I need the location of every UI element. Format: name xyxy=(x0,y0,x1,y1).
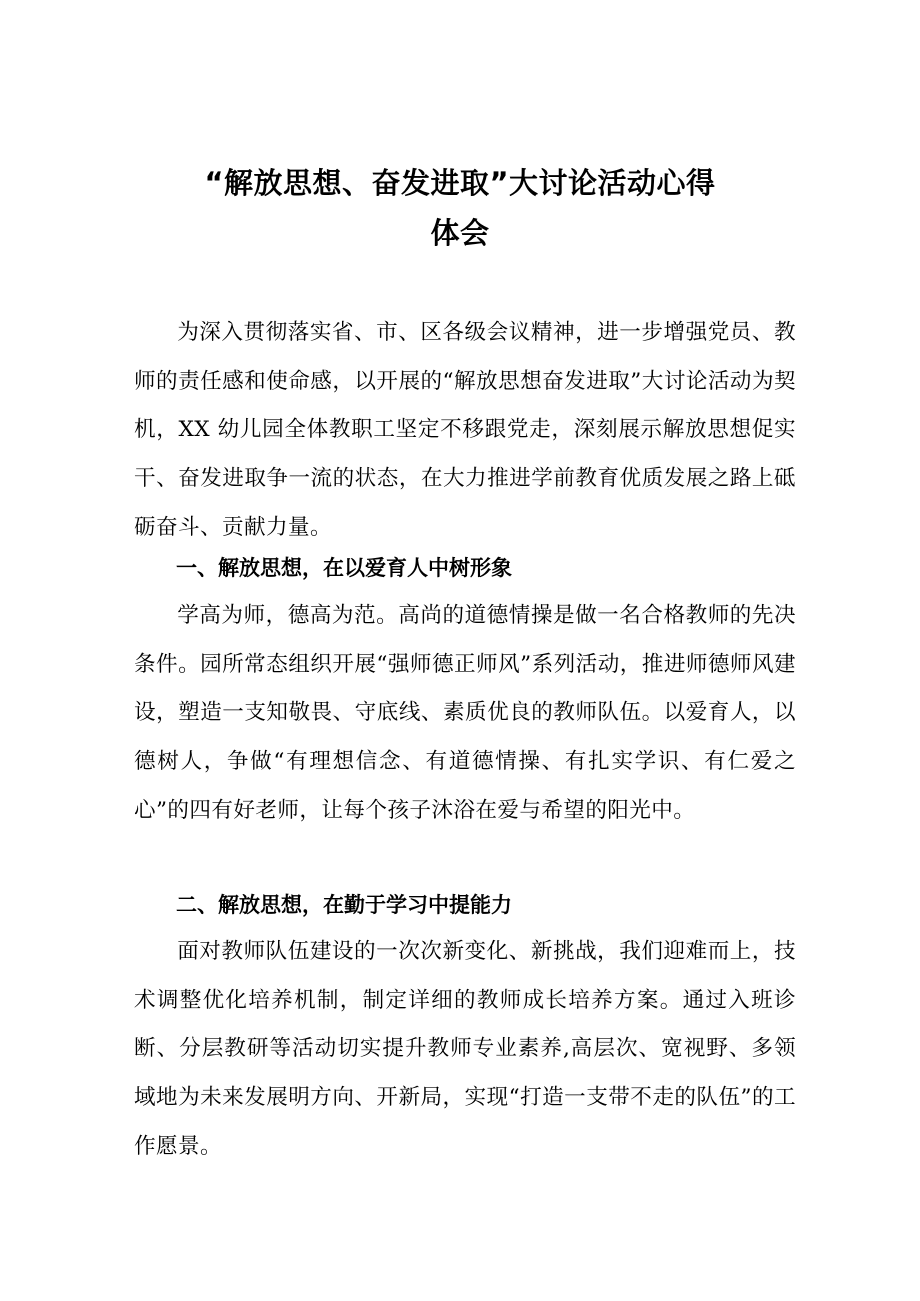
section-1-paragraph: 学高为师，德高为范。高尚的道德情操是做一名合格教师的先决条件。园所常态组织开展“强师德正师风”系列活动，推进师德师风建设，塑造一支知敬畏、守底线、素质优良的教师队伍。以爱育人，以德树人，争做“有理想信念、有道德情操、有扎实学识、有仁爱之心”的四有好老师，让每个孩子沐浴在爱与希望的阳光中。 xyxy=(134,603,796,823)
document-title-line-1: “解放思想、奋发进取”大讨论活动心得 xyxy=(204,166,716,200)
section-2-heading: 二、解放思想，在勤于学习中提能力 xyxy=(176,893,512,917)
section-1-heading: 一、解放思想，在以爱育人中树形象 xyxy=(176,556,512,580)
section-2-paragraph: 面对教师队伍建设的一次次新变化、新挑战，我们迎难而上，技术调整优化培养机制，制定详细的教师成长培养方案。通过入班诊断、分层教研等活动切实提升教师专业素养,高层次、宽视野、多领域地为未来发展明方向、开新局，实现“打造一支带不走的队伍”的工作愿景。 xyxy=(134,939,796,1159)
intro-paragraph: 为深入贯彻落实省、市、区各级会议精神，进一步增强党员、教师的责任感和使命感，以开展的“解放思想奋发进取”大讨论活动为契机，XX 幼儿园全体教职工坚定不移跟党走，深刻展示解放思想促实干、奋发进取争一流的状态，在大力推进学前教育优质发展之路上砥砺奋斗、贡献力量。 xyxy=(134,320,796,540)
document-title-line-2: 体会 xyxy=(430,216,490,250)
